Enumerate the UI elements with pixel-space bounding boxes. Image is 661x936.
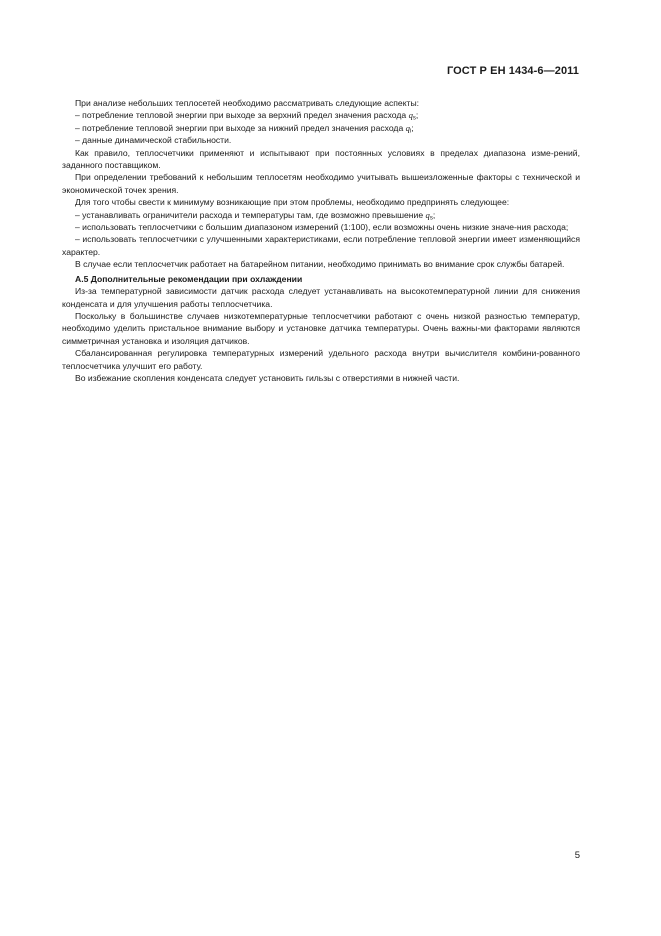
list-item — [62, 109, 580, 121]
document-header: ГОСТ Р ЕН 1434-6—2011 — [446, 65, 579, 77]
math-symbol: q — [408, 110, 413, 121]
math-subscript: s — [429, 215, 433, 222]
paragraph: Во избежание скопления конденсата следует установить гильзы с отверстиями в нижней части. — [75, 372, 460, 383]
math-symbol: q — [405, 122, 410, 133]
list-item-text: – устанавливать ограничители расхода и температуры там, где возможно превышение — [75, 209, 426, 220]
section-heading: А.5 Дополнительные рекомендации при охлаждении — [75, 273, 303, 284]
list-item-text: – потребление тепловой энергии при выходе за верхний предел значения расхода — [75, 110, 409, 121]
list-item — [62, 209, 580, 221]
paragraph: Как правило, теплосчетчики применяют и испытывают при постоянных условиях в пределах диапазона изме-рений, заданного поставщиком. — [62, 147, 580, 171]
document-body — [62, 97, 580, 384]
paragraph: Поскольку в большинстве случаев низкотемпературные теплосчетчики работают с очень низкой разностью температур, необходимо уделить пристальное внимание выбору и установке датчика температуры. Очень важны-ми факторами являются симметричная установка и изоляция датчиков. — [62, 310, 580, 346]
paragraph: Сбалансированная регулировка температурных измерений удельного расхода внутри вычислителя комбини-рованного теплосчетчика улучшит его работу. — [62, 348, 580, 371]
page-number: 5 — [574, 850, 580, 861]
list-item — [62, 122, 580, 134]
paragraph: Из-за температурной зависимости датчик расхода следует устанавливать на высокотемпературной линии для снижения конденсата и для улучшения работы теплосчетчика. — [62, 286, 580, 309]
paragraph: В случае если теплосчетчик работает на батарейном питании, необходимо принимать во внимание срок службы батарей. — [75, 259, 565, 270]
math-subscript: s — [412, 115, 416, 122]
list-item-text: – потребление тепловой энергии при выходе за нижний предел значения расхода — [75, 122, 406, 133]
list-item: – использовать теплосчетчики с улучшенными характеристиками, если потребление тепловой энергии имеет изменяющийся характер. — [62, 234, 580, 257]
math-symbol: q — [425, 209, 430, 220]
list-item: – данные динамической стабильности. — [75, 135, 232, 146]
list-item-end: ; — [411, 122, 414, 133]
paragraph: При определении требований к небольшим теплосетям необходимо учитывать вышеизложенные факторы с технической и экономической точек зрения. — [62, 172, 580, 195]
list-item: – использовать теплосчетчики с большим диапазоном измерений (1:100), если возможны очень низкие значе-ния расхода; — [75, 222, 569, 233]
list-item-end: ; — [432, 209, 436, 220]
paragraph: При анализе небольших теплосетей необходимо рассматривать следующие аспекты: — [75, 98, 420, 108]
list-item-end: ; — [415, 110, 419, 121]
paragraph: Для того чтобы свести к минимуму возникающие при этом проблемы, необходимо предпринять следующее: — [75, 197, 510, 208]
math-subscript: i — [409, 128, 412, 135]
